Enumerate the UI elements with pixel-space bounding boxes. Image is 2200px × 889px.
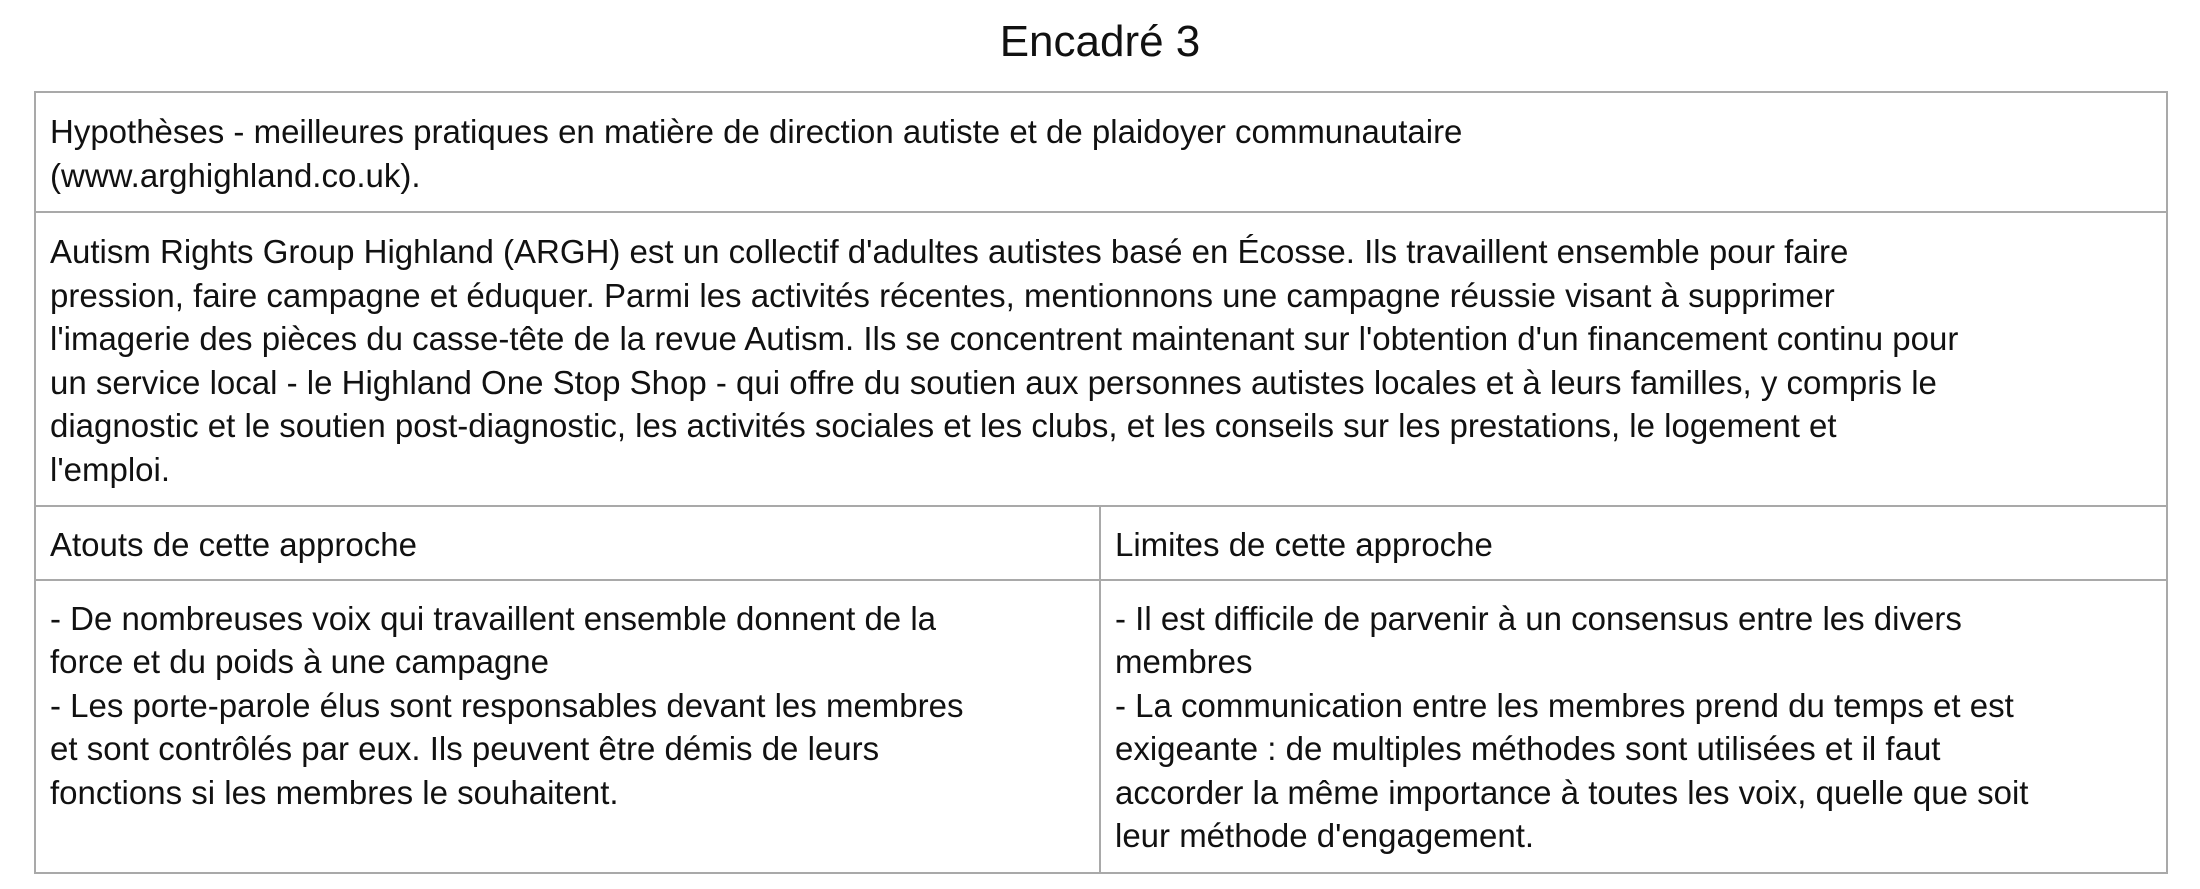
strengths-cell	[35, 580, 1100, 873]
limits-line: - Il est difficile de parvenir à un consensus entre les divers	[1115, 599, 1962, 637]
description-line: Autism Rights Group Highland (ARGH) est un collectif d'adultes autistes basé en Écosse. Ils travaillent ensemble pour faire	[50, 233, 1849, 270]
box-title: Encadré 3	[999, 17, 1201, 66]
limits-line: membres	[1115, 643, 1253, 680]
strengths-line: - De nombreuses voix qui travaillent ensemble donnent de la	[50, 599, 937, 637]
strengths-line: - Les porte-parole élus sont responsables devant les membres	[50, 686, 964, 724]
description-line: l'imagerie des pièces du casse-tête de la revue Autism. Ils se concentrent maintenant sur l'obtention d'un financement continu pour	[50, 320, 1959, 357]
limits-cell	[1100, 580, 2167, 873]
description-line: l'emploi.	[50, 450, 171, 488]
description-row	[35, 212, 2167, 506]
strengths-header: Atouts de cette approche	[35, 506, 1100, 580]
hypotheses-row	[35, 92, 2167, 212]
column-header-row	[35, 506, 2167, 580]
info-box-table	[34, 91, 2168, 874]
limits-line: - La communication entre les membres prend du temps et est	[1115, 686, 2014, 724]
description-line: diagnostic et le soutien post-diagnostic, les activités sociales et les clubs, et les conseils sur les prestations, le logement et	[50, 407, 1837, 444]
limits-line: accorder la même importance à toutes les voix, quelle que soit	[1115, 773, 2029, 811]
hypotheses-link-text: (www.arghighland.co.uk).	[50, 156, 421, 194]
limits-header: Limites de cette approche	[1100, 506, 2167, 580]
strengths-line: fonctions si les membres le souhaitent.	[50, 773, 619, 811]
hypotheses-line: Hypothèses - meilleures pratiques en matière de direction autiste et de plaidoyer communautaire	[50, 113, 1463, 150]
limits-line: leur méthode d'engagement.	[1115, 817, 1535, 854]
description-line: pression, faire campagne et éduquer. Parmi les activités récentes, mentionnons une campagne réussie visant à supprimer	[50, 276, 1835, 314]
content-row	[35, 580, 2167, 873]
strengths-line: et sont contrôlés par eux. Ils peuvent être démis de leurs	[50, 730, 880, 767]
description-cell	[35, 212, 2167, 506]
limits-line: exigeante : de multiples méthodes sont utilisées et il faut	[1115, 730, 1941, 767]
hypotheses-cell	[35, 92, 2167, 212]
description-line: un service local - le Highland One Stop Shop - qui offre du soutien aux personnes autistes locales et à leurs familles, y compris le	[50, 363, 1937, 401]
strengths-line: force et du poids à une campagne	[50, 643, 550, 680]
